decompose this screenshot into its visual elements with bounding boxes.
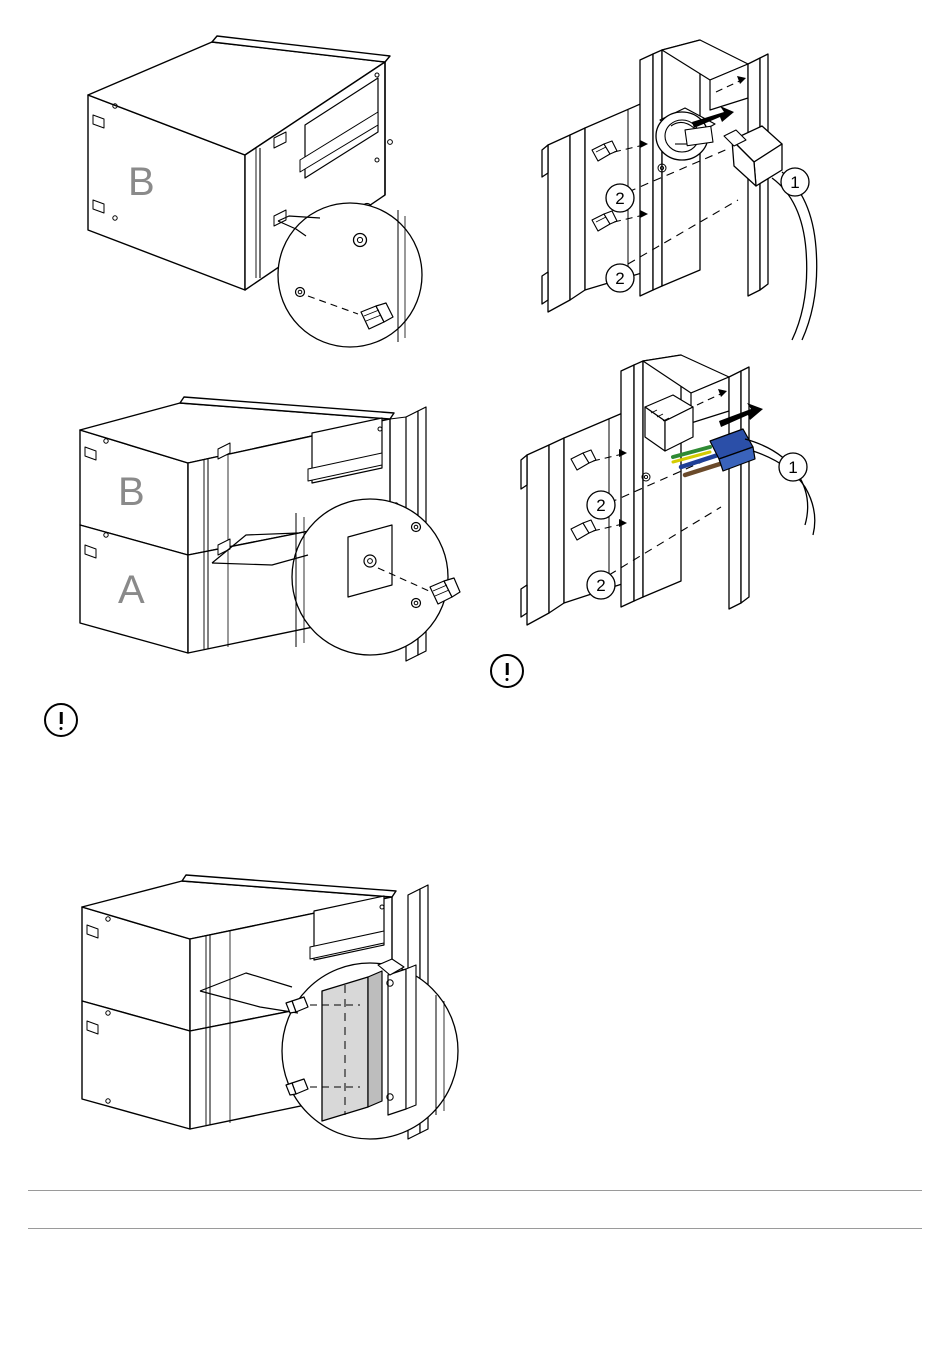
callout-2-wire-lower: 2 (596, 576, 606, 595)
figure-cover-plate-installation-detail (60, 865, 460, 1165)
figure-stacked-units-screw-detail (60, 385, 460, 705)
callout-1: 1 (790, 173, 800, 192)
footer-rule-bottom (28, 1228, 922, 1229)
unit-label-b-stacked: B (118, 470, 145, 514)
unit-label-a-stacked: A (118, 568, 145, 612)
attention-notice-left (44, 703, 78, 737)
callout-2-upper: 2 (615, 189, 625, 208)
figure-single-unit-rear-screw-detail (60, 20, 460, 350)
footer-rule-top (28, 1190, 922, 1191)
callout-2-wire-upper: 2 (596, 496, 606, 515)
unit-label-b: B (128, 160, 155, 204)
attention-notice-right (490, 654, 524, 688)
callout-2-lower: 2 (615, 269, 625, 288)
callout-1-wire: 1 (788, 458, 798, 477)
figure-power-inlet-connection-detail (510, 40, 840, 360)
figure-terminal-wire-connection-detail (505, 355, 845, 655)
